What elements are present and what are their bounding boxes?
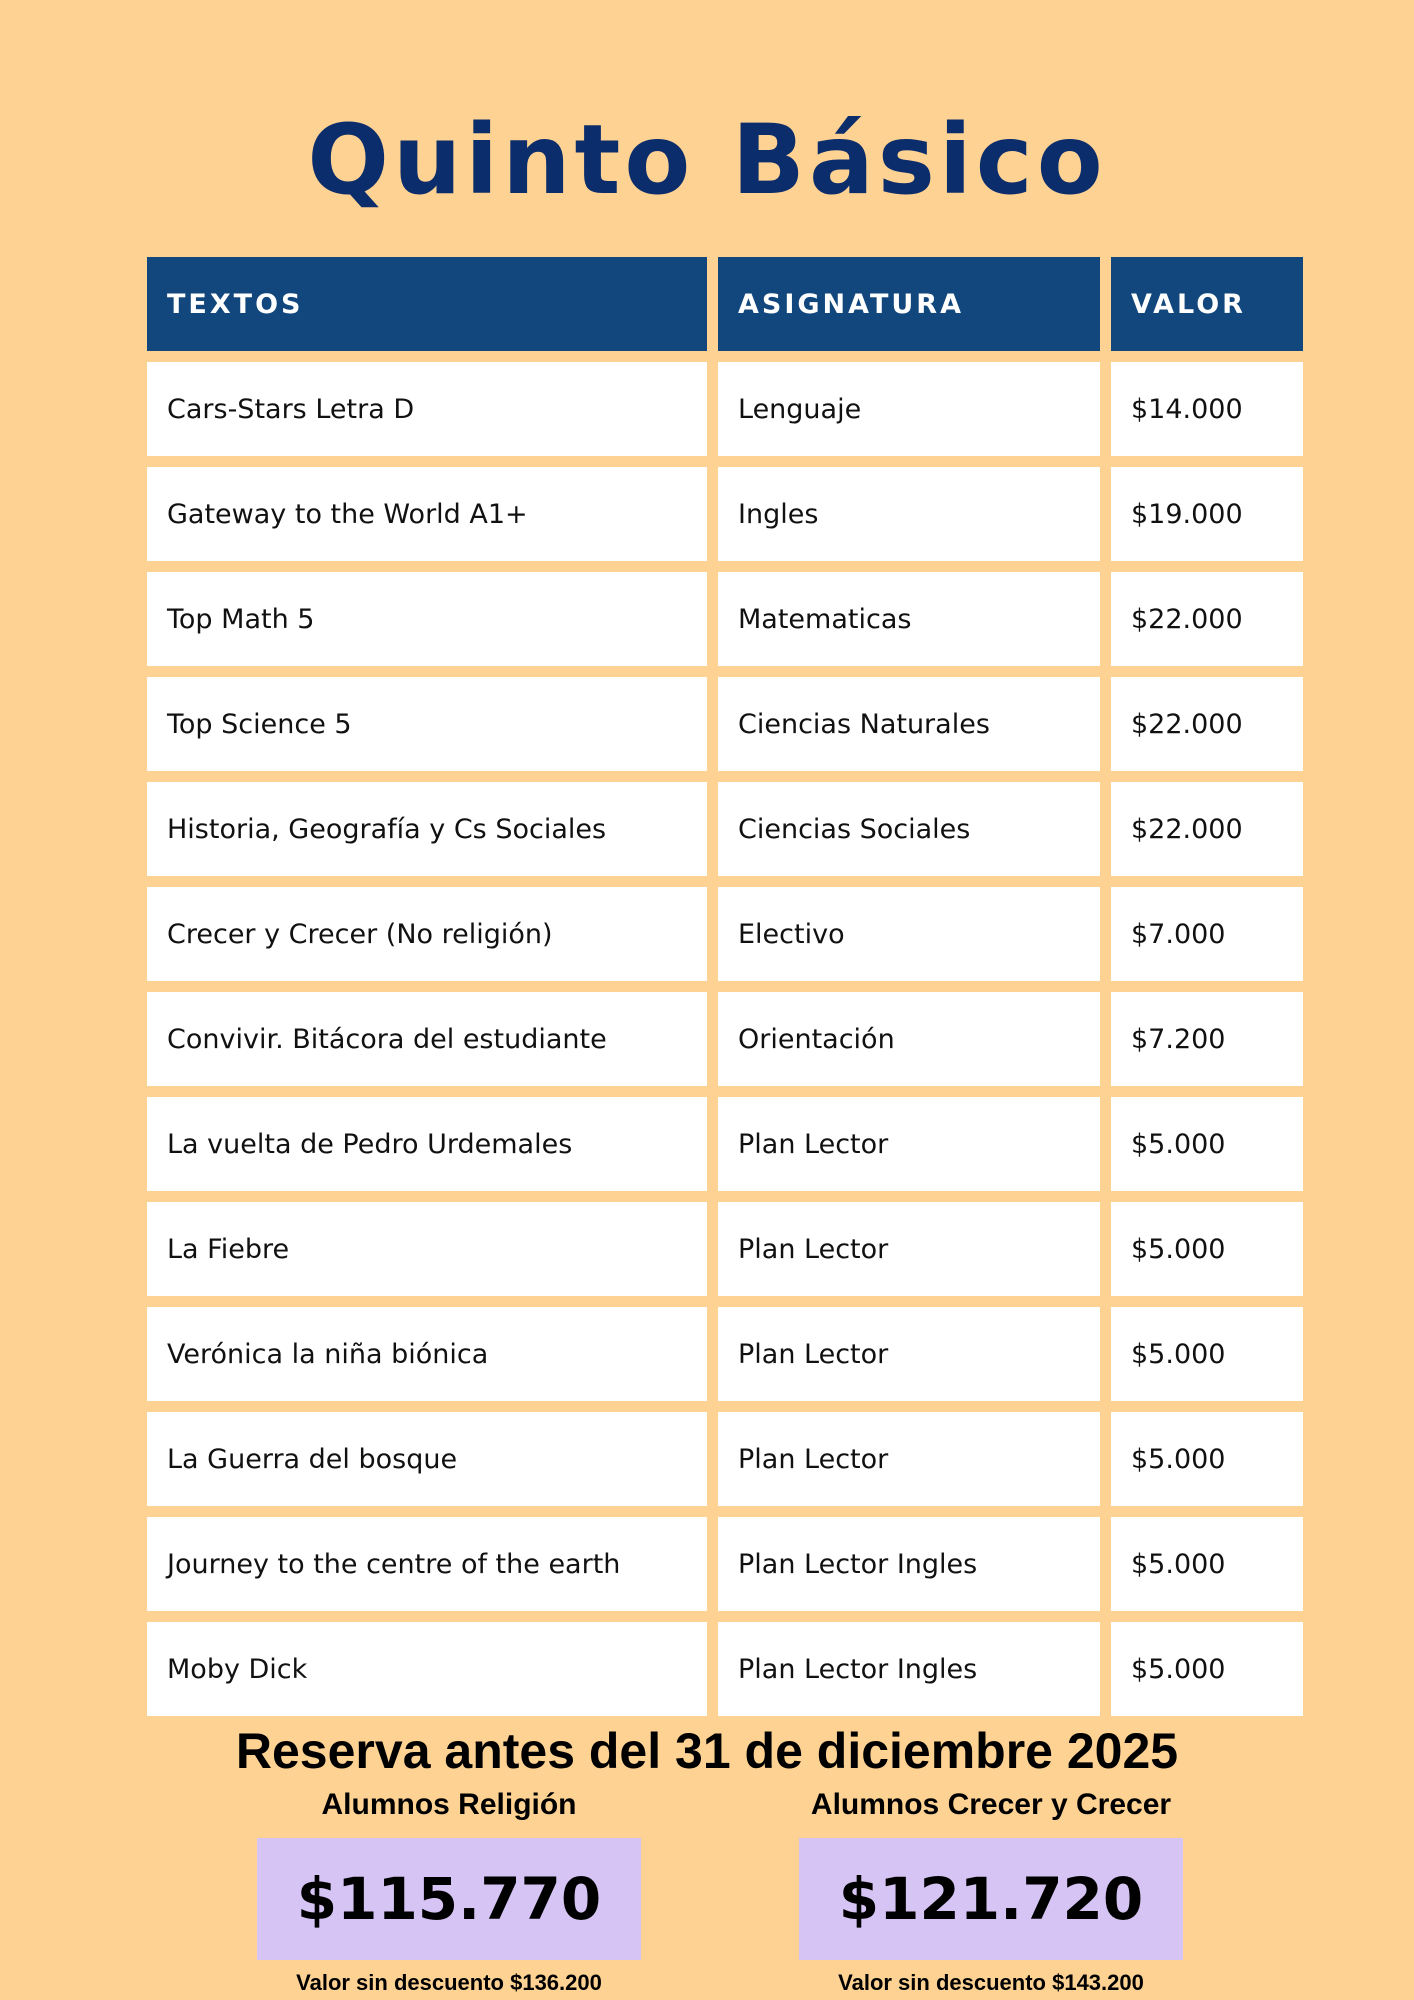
cell-valor: $14.000	[1111, 362, 1303, 456]
table-row	[147, 1307, 1303, 1401]
cell-asignatura: Plan Lector	[718, 1097, 1100, 1191]
table-row	[147, 782, 1303, 876]
cell-valor: $5.000	[1111, 1517, 1303, 1611]
cell-asignatura: Ingles	[718, 467, 1100, 561]
cell-texto: Top Math 5	[147, 572, 707, 666]
cell-asignatura: Plan Lector	[718, 1412, 1100, 1506]
cell-asignatura: Plan Lector Ingles	[718, 1622, 1100, 1716]
table-row	[147, 992, 1303, 1086]
cell-valor: $5.000	[1111, 1097, 1303, 1191]
cell-asignatura: Orientación	[718, 992, 1100, 1086]
cell-valor: $5.000	[1111, 1412, 1303, 1506]
cell-texto: Cars-Stars Letra D	[147, 362, 707, 456]
table-row	[147, 572, 1303, 666]
table-row	[147, 677, 1303, 771]
cell-asignatura: Lenguaje	[718, 362, 1100, 456]
cell-asignatura: Matematicas	[718, 572, 1100, 666]
table-row	[147, 1622, 1303, 1716]
cell-valor: $22.000	[1111, 572, 1303, 666]
cell-valor: $19.000	[1111, 467, 1303, 561]
cell-texto: La vuelta de Pedro Urdemales	[147, 1097, 707, 1191]
books-table	[136, 246, 1314, 1727]
header-valor: VALOR	[1111, 257, 1303, 351]
table-row	[147, 887, 1303, 981]
table-row	[147, 1097, 1303, 1191]
cell-texto: Convivir. Bitácora del estudiante	[147, 992, 707, 1086]
cell-valor: $22.000	[1111, 677, 1303, 771]
price-note: Valor sin descuento $136.200	[296, 1970, 602, 1995]
page-title: Quinto Básico	[307, 104, 1107, 216]
header-asignatura: ASIGNATURA	[718, 257, 1100, 351]
cell-valor: $5.000	[1111, 1622, 1303, 1716]
cell-asignatura: Ciencias Sociales	[718, 782, 1100, 876]
cell-texto: La Guerra del bosque	[147, 1412, 707, 1506]
cell-texto: Historia, Geografía y Cs Sociales	[147, 782, 707, 876]
cell-texto: Top Science 5	[147, 677, 707, 771]
reserve-deadline: Reserva antes del 31 de diciembre 2025	[235, 1723, 1179, 1779]
cell-texto: Verónica la niña biónica	[147, 1307, 707, 1401]
cell-valor: $5.000	[1111, 1202, 1303, 1296]
cell-asignatura: Plan Lector Ingles	[718, 1517, 1100, 1611]
table-row	[147, 1412, 1303, 1506]
price-note: Valor sin descuento $143.200	[838, 1970, 1144, 1995]
crecer-price-group	[799, 1782, 1183, 2000]
cell-asignatura: Ciencias Naturales	[718, 677, 1100, 771]
cell-texto: Moby Dick	[147, 1622, 707, 1716]
cell-valor: $7.200	[1111, 992, 1303, 1086]
header-textos: TEXTOS	[147, 257, 707, 351]
price-box: $115.770	[257, 1838, 641, 1960]
table-row	[147, 1202, 1303, 1296]
group-label: Alumnos Crecer y Crecer	[810, 1788, 1172, 1821]
cell-valor: $5.000	[1111, 1307, 1303, 1401]
table-row	[147, 467, 1303, 561]
cell-texto: Gateway to the World A1+	[147, 467, 707, 561]
table-row	[147, 1517, 1303, 1611]
religion-price-group	[257, 1782, 641, 2000]
price-box: $121.720	[799, 1838, 1183, 1960]
cell-asignatura: Electivo	[718, 887, 1100, 981]
cell-valor: $7.000	[1111, 887, 1303, 981]
cell-texto: La Fiebre	[147, 1202, 707, 1296]
cell-texto: Journey to the centre of the earth	[147, 1517, 707, 1611]
cell-texto: Crecer y Crecer (No religión)	[147, 887, 707, 981]
table-row	[147, 362, 1303, 456]
table-header-row	[147, 257, 1303, 351]
cell-asignatura: Plan Lector	[718, 1202, 1100, 1296]
group-label: Alumnos Religión	[321, 1788, 577, 1821]
cell-asignatura: Plan Lector	[718, 1307, 1100, 1401]
cell-valor: $22.000	[1111, 782, 1303, 876]
